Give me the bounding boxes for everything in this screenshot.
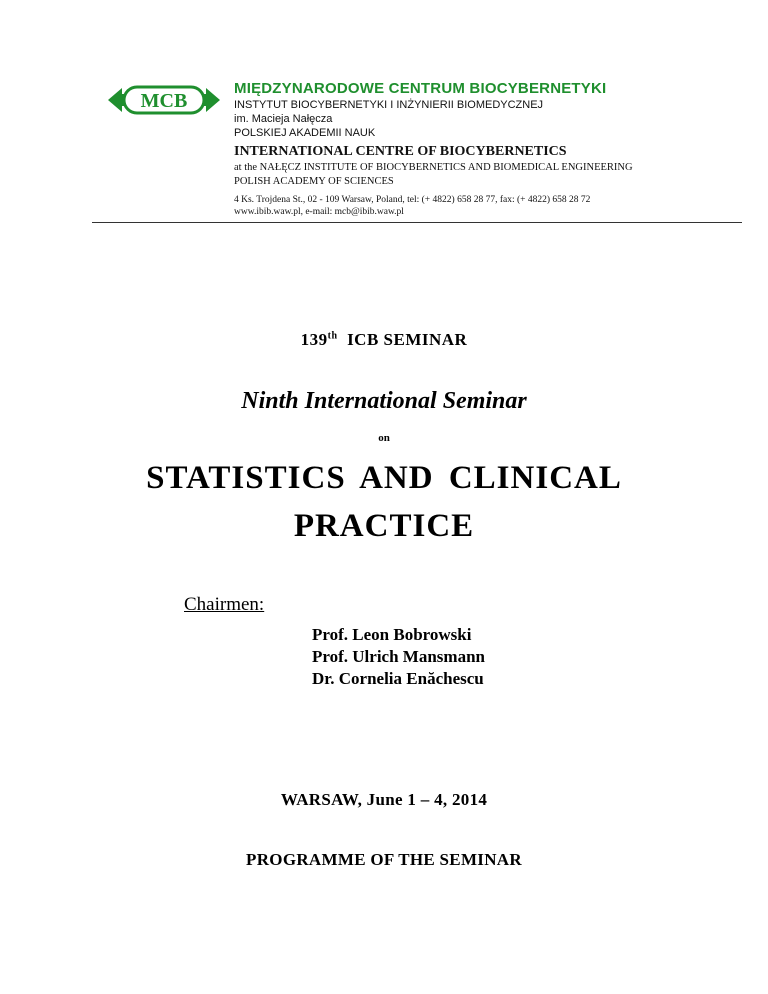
seminar-title-line1: STATISTICS AND CLINICAL bbox=[146, 460, 622, 496]
chairmen-label: Chairmen: bbox=[184, 594, 265, 615]
polish-institute-name: INSTYTUT BIOCYBERNETYKI I INŻYNIERII BIOMEDYCZNEJ bbox=[234, 99, 544, 111]
mcb-logo bbox=[104, 80, 224, 120]
chairman-name: Prof. Leon Bobrowski bbox=[312, 625, 472, 644]
on-label: on bbox=[378, 432, 390, 444]
place-and-date: WARSAW, June 1 – 4, 2014 bbox=[280, 790, 488, 809]
seminar-title-line2: PRACTICE bbox=[293, 508, 475, 544]
polish-academy: POLSKIEJ AKADEMII NAUK bbox=[234, 127, 376, 139]
institution-header bbox=[234, 80, 734, 218]
postal-address: 4 Ks. Trojdena St., 02 - 109 Warsaw, Poland, tel: (+ 4822) 658 28 77, fax: (+ 4822) 658 28 72 bbox=[234, 195, 591, 205]
polish-patron: im. Macieja Nałęcza bbox=[234, 113, 333, 125]
english-academy: POLISH ACADEMY OF SCIENCES bbox=[234, 176, 394, 187]
header-divider bbox=[92, 222, 742, 223]
chairman-name: Dr. Cornelia Enăchescu bbox=[312, 669, 484, 688]
seminar-number: 139th ICB SEMINAR bbox=[300, 330, 468, 349]
seminar-subtitle: Ninth International Seminar bbox=[241, 388, 527, 414]
english-institute-name: at the NAŁĘCZ INSTITUTE OF BIOCYBERNETICS AND BIOMEDICAL ENGINEERING bbox=[234, 162, 633, 173]
web-email: www.ibib.waw.pl, e-mail: mcb@ibib.waw.pl bbox=[234, 207, 404, 217]
chairman-name: Prof. Ulrich Mansmann bbox=[312, 647, 485, 666]
chairmen-list bbox=[312, 624, 485, 690]
polish-centre-name: MIĘDZYNARODOWE CENTRUM BIOCYBERNETYKI bbox=[234, 80, 607, 97]
programme-heading: PROGRAMME OF THE SEMINAR bbox=[246, 850, 522, 869]
english-centre-name: INTERNATIONAL CENTRE OF BIOCYBERNETICS bbox=[234, 144, 567, 159]
logo-text: MCB bbox=[140, 90, 188, 112]
